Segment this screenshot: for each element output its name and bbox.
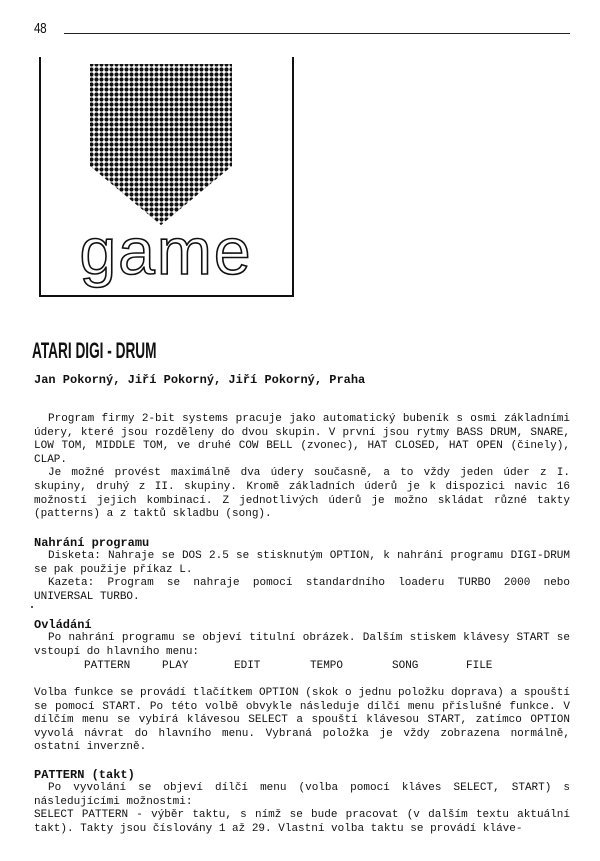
- section-body-nahrani: [34, 550, 570, 604]
- paragraph: Po vyvolání se objeví dílčí menu (volba pomocí kláves SELECT, START) s následujícími možnostmi:: [34, 782, 570, 808]
- menu-item-tempo: TEMPO: [310, 660, 344, 672]
- menu-item-pattern: PATTERN: [84, 660, 131, 672]
- section-body-ovladani: [34, 632, 570, 659]
- intro-text: [34, 413, 570, 522]
- menu-item-song: SONG: [392, 660, 419, 672]
- menu-item-edit: EDIT: [234, 660, 261, 672]
- section-body-ovladani-2: [34, 687, 570, 755]
- paragraph: Disketa: Nahraje se DOS 2.5 se stisknutým OPTION, k nahrání programu DIGI-DRUM se pak použije příkaz L.: [34, 550, 570, 576]
- paragraph: SELECT PATTERN - výběr taktu, s nímž se bude pracovat (v dalším textu aktuální takt). Takty jsou číslovány 1 až 29. Vlastní volba taktu se provádí kláve-: [34, 809, 570, 835]
- dotted-shield-icon: [39, 57, 294, 297]
- paragraph: Kazeta: Program se nahraje pomocí standardního loaderu TURBO 2000 nebo UNIVERSAL TURBO.: [34, 577, 570, 603]
- main-menu-listing: [34, 660, 570, 674]
- page-number: 48: [34, 20, 47, 37]
- paragraph: Po nahrání programu se objeví titulní obrázek. Dalším stiskem klávesy START se vstoupí do hlavního menu:: [34, 632, 570, 658]
- header-rule: [64, 33, 570, 34]
- section-heading-nahrani: Nahrání programu: [34, 536, 150, 550]
- menu-item-play: PLAY: [162, 660, 189, 672]
- logo-wordmark: game: [79, 214, 253, 288]
- intro-paragraph: Program firmy 2-bit systems pracuje jako automatický bubeník s osmi základními údery, které jsou rozděleny do dvou skupin. V první jsou rytmy BASS DRUM, SNARE, LOW TOM, MIDDLE TOM, ve druhé COW BELL (zvonec), HAT CLOSED, HAT OPEN (činely), CLAP.: [34, 413, 570, 466]
- section-body-pattern: [34, 782, 570, 836]
- stray-dot: [31, 606, 33, 608]
- article-authors: Jan Pokorný, Jiří Pokorný, Jiří Pokorný, Praha: [34, 373, 366, 387]
- article-title: ATARI DIGI - DRUM: [32, 338, 157, 363]
- section-heading-pattern: PATTERN (takt): [34, 768, 135, 782]
- intro-paragraph: Je možné provést maximálně dva údery současně, a to vždy jeden úder z I. skupiny, druhý z II. skupiny. Kromě základních úderů je k dispozici navic 16 možností jejich kombinací. Z jednotlivých úderů je možno skládat různé takty (patterns) a z taktů skladbu (song).: [34, 467, 570, 521]
- paragraph: Volba funkce se provádí tlačítkem OPTION (skok o jednu položku doprava) a spouští se pomocí START. Po této volbě obvykle následuje dílčí menu příslušné funkce. V dílčím menu se vybírá klávesou SELECT a spouští klávesou START, zatímco OPTION vyvolá návrat do hlavního menu. Vybraná položka je vždy zobrazena normálně, ostatní inverzně.: [34, 687, 570, 754]
- game-logo: [39, 57, 294, 297]
- section-heading-ovladani: Ovládání: [34, 618, 92, 632]
- menu-item-file: FILE: [466, 660, 493, 672]
